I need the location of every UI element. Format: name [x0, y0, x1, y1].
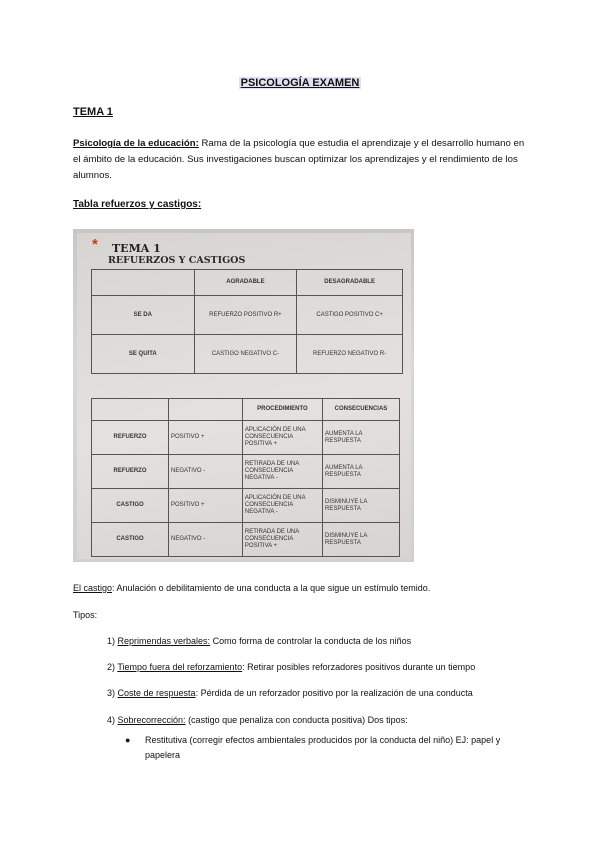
document-title	[0, 73, 600, 91]
castigo-definition	[73, 583, 430, 593]
table-cell: AUMENTA LA RESPUESTA	[322, 455, 399, 489]
table-cell: REFUERZO NEGATIVO R-	[297, 335, 403, 374]
photo-subtitle: REFUERZOS Y CASTIGOS	[108, 255, 246, 266]
castigo-term: El castigo	[73, 583, 113, 593]
table-cell: APLICACIÓN DE UNA CONSECUENCIA NEGATIVA -	[242, 489, 322, 523]
photo-sheet	[77, 233, 411, 559]
procedure-table	[91, 398, 400, 557]
reinforcement-grid	[91, 269, 403, 374]
table-cell: NEGATIVO -	[169, 455, 243, 489]
table-row	[92, 399, 400, 421]
header-cell	[92, 399, 169, 421]
bullet-icon: ●	[125, 735, 131, 745]
row-label: REFUERZO	[92, 455, 169, 489]
header-cell: AGRADABLE	[194, 270, 297, 296]
table-photo	[73, 229, 414, 562]
definition-term: Psicología de la educación:	[73, 138, 199, 149]
photo-title: TEMA 1	[112, 242, 161, 255]
row-label: REFUERZO	[92, 421, 169, 455]
document-title-text: PSICOLOGÍA EXAMEN	[240, 77, 360, 89]
table-row	[92, 421, 400, 455]
item-term: Coste de respuesta	[117, 688, 196, 698]
table-cell: REFUERZO POSITIVO R+	[194, 296, 297, 335]
table-row	[92, 523, 400, 557]
sub-bullet-text: Restitutiva (corregir efectos ambientales producidos por la conducta del niño) EJ: papel y papelera	[145, 735, 501, 760]
item-number: 1)	[107, 636, 118, 646]
table-cell: POSITIVO +	[169, 489, 243, 523]
definition-text: Rama de la psicología que estudia el aprendizaje y el desarrollo humano en el ámbito de la educación. Sus investigaciones buscan optimizar los aprendizajes y el rendimiento de los alumnos.	[73, 138, 525, 181]
table-row	[92, 270, 403, 296]
item-text: Como forma de controlar la conducta de los niños	[210, 636, 412, 646]
row-label: SE QUITA	[92, 335, 195, 374]
item-number: 2)	[107, 662, 118, 672]
list-item	[107, 662, 475, 672]
header-cell: DESAGRADABLE	[297, 270, 403, 296]
item-number: 3)	[107, 688, 118, 698]
table-cell: DISMINUYE LA RESPUESTA	[322, 523, 399, 557]
list-item	[107, 715, 408, 725]
row-label: SE DA	[92, 296, 195, 335]
list-item	[107, 636, 411, 646]
header-cell: PROCEDIMIENTO	[242, 399, 322, 421]
asterisk-mark: *	[92, 236, 98, 253]
table-cell: CASTIGO NEGATIVO C-	[194, 335, 297, 374]
castigo-text: : Anulación o debilitamiento de una conducta a la que sigue un estímulo temido.	[112, 583, 431, 593]
table-cell: NEGATIVO -	[169, 523, 243, 557]
header-cell: CONSECUENCIAS	[322, 399, 399, 421]
item-text: : Pérdida de un reforzador positivo por la realización de una conducta	[195, 688, 473, 698]
header-cell	[169, 399, 243, 421]
table-cell: APLICACIÓN DE UNA CONSECUENCIA POSITIVA +	[242, 421, 322, 455]
table-row	[92, 489, 400, 523]
header-cell	[92, 270, 195, 296]
item-number: 4)	[107, 715, 118, 725]
table-cell: POSITIVO +	[169, 421, 243, 455]
item-term: Tiempo fuera del reforzamiento	[117, 662, 243, 672]
table-row	[92, 455, 400, 489]
item-term: Sobrecorrección:	[117, 715, 186, 725]
row-label: CASTIGO	[92, 523, 169, 557]
row-label: CASTIGO	[92, 489, 169, 523]
table-cell: AUMENTA LA RESPUESTA	[322, 421, 399, 455]
table-row	[92, 296, 403, 335]
item-term: Reprimendas verbales:	[117, 636, 211, 646]
table-cell: RETIRADA DE UNA CONSECUENCIA NEGATIVA -	[242, 455, 322, 489]
types-label: Tipos:	[73, 610, 98, 620]
table-row	[92, 335, 403, 374]
table-heading: Tabla refuerzos y castigos:	[73, 199, 202, 210]
table-cell: CASTIGO POSITIVO C+	[297, 296, 403, 335]
list-item	[107, 688, 473, 698]
section-heading: TEMA 1	[73, 106, 113, 118]
table-cell: RETIRADA DE UNA CONSECUENCIA POSITIVA +	[242, 523, 322, 557]
item-text: : Retirar posibles reforzadores positivos durante un tiempo	[242, 662, 476, 672]
table-cell: DISMINUYE LA RESPUESTA	[322, 489, 399, 523]
item-text: (castigo que penaliza con conducta positiva) Dos tipos:	[185, 715, 408, 725]
definition-paragraph	[73, 136, 531, 184]
